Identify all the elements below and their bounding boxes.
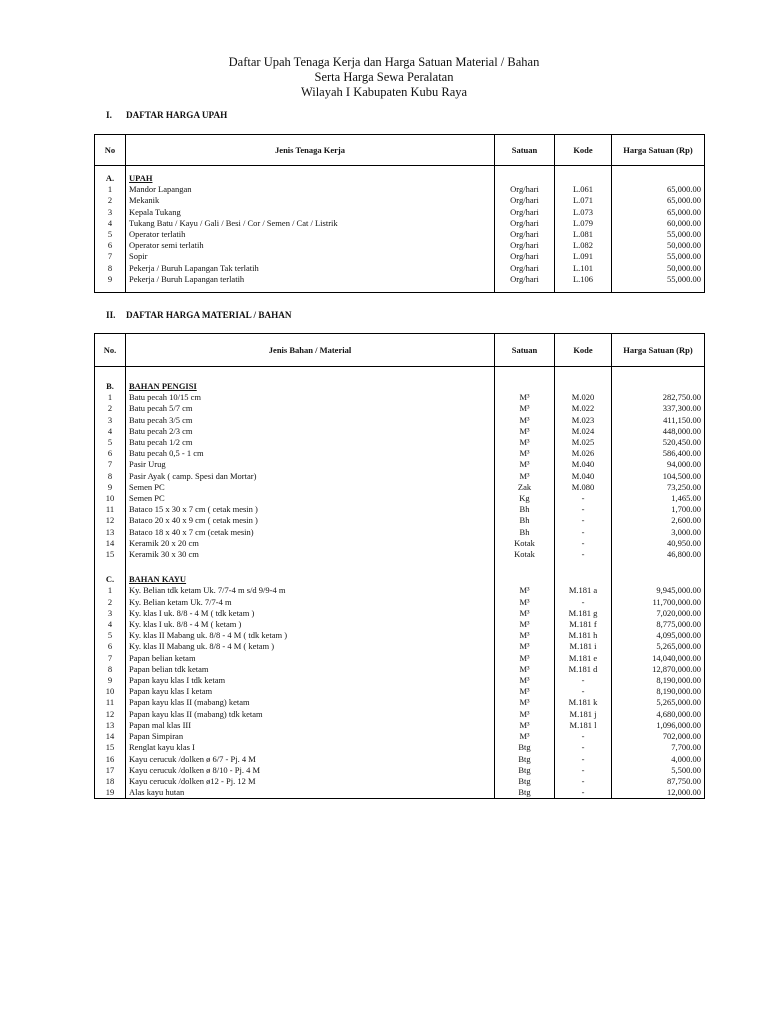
row-number: 18 — [95, 776, 126, 787]
table-row — [95, 608, 705, 619]
row-code: L.106 — [555, 274, 612, 285]
row-name: Kayu cerucuk /dolken ø12 - Pj. 12 M — [126, 776, 495, 787]
row-unit: Org/hari — [495, 218, 555, 229]
section-1-number: I. — [106, 110, 112, 120]
row-unit: Org/hari — [495, 251, 555, 262]
row-unit: M³ — [495, 403, 555, 414]
table-row — [95, 597, 705, 608]
table-row — [95, 415, 705, 426]
col-header-no: No. — [95, 334, 126, 367]
row-name: Ky. Belian ketam Uk. 7/7-4 m — [126, 597, 495, 608]
table-row — [95, 549, 705, 560]
row-code: - — [555, 538, 612, 549]
row-code: M.181 f — [555, 619, 612, 630]
row-number: 10 — [95, 493, 126, 504]
row-price: 94,000.00 — [612, 459, 705, 470]
row-price: 5,265,000.00 — [612, 697, 705, 708]
title-line-3: Wilayah I Kabupaten Kubu Raya — [300, 85, 468, 99]
row-number: 2 — [95, 195, 126, 206]
row-code: L.081 — [555, 229, 612, 240]
table-row — [95, 437, 705, 448]
row-name: Pekerja / Buruh Lapangan Tak terlatih — [126, 263, 495, 274]
row-number: 5 — [95, 229, 126, 240]
row-price: 55,000.00 — [612, 229, 705, 240]
row-code: - — [555, 504, 612, 515]
row-unit: Org/hari — [495, 207, 555, 218]
section-2-title: DAFTAR HARGA MATERIAL / BAHAN — [126, 310, 292, 320]
table-row — [95, 218, 705, 229]
table-row — [95, 619, 705, 630]
row-number: 3 — [95, 608, 126, 619]
row-price: 4,000.00 — [612, 754, 705, 765]
row-name: Kayu cerucuk /dolken ø 8/10 - Pj. 4 M — [126, 765, 495, 776]
row-name: Kayu cerucuk /dolken ø 6/7 - Pj. 4 M — [126, 754, 495, 765]
row-name: Semen PC — [126, 493, 495, 504]
row-code: M.026 — [555, 448, 612, 459]
table-row — [95, 392, 705, 403]
table-row — [95, 585, 705, 596]
row-unit: Org/hari — [495, 263, 555, 274]
material-price-rows — [95, 367, 705, 799]
row-code: M.040 — [555, 459, 612, 470]
row-code: M.181 i — [555, 641, 612, 652]
row-unit: Org/hari — [495, 240, 555, 251]
row-unit: Btg — [495, 787, 555, 799]
row-code: M.024 — [555, 426, 612, 437]
table-row — [95, 720, 705, 731]
row-name: Keramik 20 x 20 cm — [126, 538, 495, 549]
section-1-heading — [106, 110, 227, 120]
row-unit: M³ — [495, 585, 555, 596]
row-price: 73,250.00 — [612, 482, 705, 493]
row-name: Batu pecah 1/2 cm — [126, 437, 495, 448]
row-name: Ky. klas II Mabang uk. 8/8 - 4 M ( tdk ketam ) — [126, 630, 495, 641]
row-number: 13 — [95, 720, 126, 731]
table-row — [95, 471, 705, 482]
row-price: 282,750.00 — [612, 392, 705, 403]
row-number: 4 — [95, 426, 126, 437]
col-header-harga: Harga Satuan (Rp) — [612, 135, 705, 166]
group-name: BAHAN PENGISI — [126, 381, 495, 392]
table-row — [95, 697, 705, 708]
row-price: 8,190,000.00 — [612, 675, 705, 686]
row-code: M.040 — [555, 471, 612, 482]
row-unit: Kg — [495, 493, 555, 504]
row-price: 411,150.00 — [612, 415, 705, 426]
table-row — [95, 195, 705, 206]
row-number: 14 — [95, 731, 126, 742]
row-name: Papan kayu klas I ketam — [126, 686, 495, 697]
table-row — [95, 482, 705, 493]
row-unit: M³ — [495, 415, 555, 426]
row-price: 50,000.00 — [612, 263, 705, 274]
row-name: Batu pecah 5/7 cm — [126, 403, 495, 414]
group-row — [95, 173, 705, 184]
labour-rate-table — [94, 134, 705, 293]
table-row — [95, 765, 705, 776]
col-header-harga: Harga Satuan (Rp) — [612, 334, 705, 367]
row-price: 40,950.00 — [612, 538, 705, 549]
row-code: M.022 — [555, 403, 612, 414]
row-number: 19 — [95, 787, 126, 799]
row-name: Pasir Urug — [126, 459, 495, 470]
row-name: Batu pecah 10/15 cm — [126, 392, 495, 403]
row-name: Renglat kayu klas I — [126, 742, 495, 753]
row-unit: M³ — [495, 641, 555, 652]
section-2-number: II. — [106, 310, 116, 320]
row-number: 1 — [95, 392, 126, 403]
row-price: 4,680,000.00 — [612, 709, 705, 720]
row-unit: Bh — [495, 515, 555, 526]
row-price: 55,000.00 — [612, 274, 705, 285]
row-code: L.101 — [555, 263, 612, 274]
row-code: M.181 j — [555, 709, 612, 720]
row-name: Ky. Belian tdk ketam Uk. 7/7-4 m s/d 9/9-4 m — [126, 585, 495, 596]
row-name: Batu pecah 0,5 - 1 cm — [126, 448, 495, 459]
row-code: - — [555, 742, 612, 753]
table-row — [95, 787, 705, 799]
row-name: Bataco 15 x 30 x 7 cm ( cetak mesin ) — [126, 504, 495, 515]
row-unit: Org/hari — [495, 195, 555, 206]
row-price: 1,096,000.00 — [612, 720, 705, 731]
row-name: Batu pecah 3/5 cm — [126, 415, 495, 426]
row-price: 14,040,000.00 — [612, 653, 705, 664]
row-name: Ky. klas I uk. 8/8 - 4 M ( tdk ketam ) — [126, 608, 495, 619]
table-row — [95, 630, 705, 641]
row-number: 12 — [95, 515, 126, 526]
row-name: Papan belian tdk ketam — [126, 664, 495, 675]
row-price: 337,300.00 — [612, 403, 705, 414]
row-code: M.023 — [555, 415, 612, 426]
row-name: Operator semi terlatih — [126, 240, 495, 251]
row-price: 7,020,000.00 — [612, 608, 705, 619]
group-letter: B. — [95, 381, 126, 392]
row-name: Pasir Ayak ( camp. Spesi dan Mortar) — [126, 471, 495, 482]
row-price: 1,465.00 — [612, 493, 705, 504]
row-number: 3 — [95, 415, 126, 426]
row-number: 16 — [95, 754, 126, 765]
labour-rate-rows — [95, 166, 705, 293]
row-code: L.079 — [555, 218, 612, 229]
row-unit: M³ — [495, 448, 555, 459]
group-name: UPAH — [126, 173, 495, 184]
title-line-2: Serta Harga Sewa Peralatan — [314, 70, 454, 84]
row-unit: M³ — [495, 437, 555, 448]
row-unit: M³ — [495, 653, 555, 664]
row-code: M.025 — [555, 437, 612, 448]
row-name: Operator terlatih — [126, 229, 495, 240]
row-number: 3 — [95, 207, 126, 218]
table-row — [95, 527, 705, 538]
table-row — [95, 493, 705, 504]
row-code: - — [555, 765, 612, 776]
row-price: 3,000.00 — [612, 527, 705, 538]
row-name: Batu pecah 2/3 cm — [126, 426, 495, 437]
row-price: 12,000.00 — [612, 787, 705, 799]
title-line-1: Daftar Upah Tenaga Kerja dan Harga Satuan Material / Bahan — [228, 55, 540, 69]
material-price-table — [94, 333, 705, 799]
table-row — [95, 229, 705, 240]
row-number: 7 — [95, 653, 126, 664]
row-number: 12 — [95, 709, 126, 720]
row-unit: Org/hari — [495, 184, 555, 195]
row-name: Ky. klas II Mabang uk. 8/8 - 4 M ( ketam ) — [126, 641, 495, 652]
row-unit: Org/hari — [495, 274, 555, 285]
row-code: - — [555, 787, 612, 799]
row-price: 4,095,000.00 — [612, 630, 705, 641]
row-price: 7,700.00 — [612, 742, 705, 753]
row-number: 8 — [95, 664, 126, 675]
row-code: - — [555, 493, 612, 504]
table-row — [95, 664, 705, 675]
row-unit: M³ — [495, 630, 555, 641]
row-unit: M³ — [495, 608, 555, 619]
row-code: L.082 — [555, 240, 612, 251]
row-unit: Bh — [495, 504, 555, 515]
table-row — [95, 641, 705, 652]
row-number: 5 — [95, 437, 126, 448]
row-name: Tukang Batu / Kayu / Gali / Besi / Cor / Semen / Cat / Listrik — [126, 218, 495, 229]
row-unit: M³ — [495, 459, 555, 470]
row-code: M.181 d — [555, 664, 612, 675]
col-header-kode: Kode — [555, 334, 612, 367]
row-name: Bataco 20 x 40 x 9 cm ( cetak mesin ) — [126, 515, 495, 526]
row-code: L.071 — [555, 195, 612, 206]
row-price: 11,700,000.00 — [612, 597, 705, 608]
row-code: - — [555, 597, 612, 608]
table-row — [95, 709, 705, 720]
table-row — [95, 515, 705, 526]
row-number: 7 — [95, 251, 126, 262]
table-row — [95, 731, 705, 742]
row-code: M.080 — [555, 482, 612, 493]
row-unit: M³ — [495, 675, 555, 686]
row-unit: M³ — [495, 426, 555, 437]
row-unit: M³ — [495, 392, 555, 403]
row-price: 5,265,000.00 — [612, 641, 705, 652]
row-price: 1,700.00 — [612, 504, 705, 515]
row-number: 7 — [95, 459, 126, 470]
row-number: 4 — [95, 619, 126, 630]
table-row — [95, 184, 705, 195]
row-price: 12,870,000.00 — [612, 664, 705, 675]
row-code: - — [555, 754, 612, 765]
row-unit: M³ — [495, 709, 555, 720]
row-number: 9 — [95, 274, 126, 285]
row-code: M.181 h — [555, 630, 612, 641]
table-row — [95, 653, 705, 664]
row-unit: Bh — [495, 527, 555, 538]
row-code: - — [555, 527, 612, 538]
row-price: 8,190,000.00 — [612, 686, 705, 697]
row-price: 87,750.00 — [612, 776, 705, 787]
row-number: 2 — [95, 597, 126, 608]
group-row — [95, 381, 705, 392]
row-number: 15 — [95, 742, 126, 753]
row-code: M.020 — [555, 392, 612, 403]
row-number: 1 — [95, 184, 126, 195]
col-header-name: Jenis Tenaga Kerja — [126, 135, 495, 166]
table-row — [95, 251, 705, 262]
row-price: 2,600.00 — [612, 515, 705, 526]
row-unit: Zak — [495, 482, 555, 493]
table-row — [95, 459, 705, 470]
table-row — [95, 207, 705, 218]
row-name: Mandor Lapangan — [126, 184, 495, 195]
row-code: - — [555, 686, 612, 697]
row-number: 6 — [95, 240, 126, 251]
row-code: - — [555, 776, 612, 787]
row-unit: M³ — [495, 664, 555, 675]
row-name: Papan Simpiran — [126, 731, 495, 742]
table-row — [95, 263, 705, 274]
row-code: L.091 — [555, 251, 612, 262]
row-name: Keramik 30 x 30 cm — [126, 549, 495, 560]
row-code: M.181 e — [555, 653, 612, 664]
table-row — [95, 426, 705, 437]
row-code: M.181 g — [555, 608, 612, 619]
row-code: L.061 — [555, 184, 612, 195]
col-header-satuan: Satuan — [495, 135, 555, 166]
group-row — [95, 574, 705, 585]
row-name: Papan kayu klas II (mabang) tdk ketam — [126, 709, 495, 720]
row-number: 8 — [95, 471, 126, 482]
row-unit: M³ — [495, 471, 555, 482]
group-letter: C. — [95, 574, 126, 585]
row-name: Sopir — [126, 251, 495, 262]
col-header-no: No — [95, 135, 126, 166]
row-name: Pekerja / Buruh Lapangan terlatih — [126, 274, 495, 285]
row-unit: M³ — [495, 720, 555, 731]
row-unit: Btg — [495, 754, 555, 765]
row-price: 520,450.00 — [612, 437, 705, 448]
row-name: Ky. klas I uk. 8/8 - 4 M ( ketam ) — [126, 619, 495, 630]
section-1-title: DAFTAR HARGA UPAH — [126, 110, 228, 120]
row-name: Kepala Tukang — [126, 207, 495, 218]
row-price: 55,000.00 — [612, 251, 705, 262]
row-code: - — [555, 515, 612, 526]
row-name: Papan kayu klas II (mabang) ketam — [126, 697, 495, 708]
row-price: 65,000.00 — [612, 184, 705, 195]
row-number: 13 — [95, 527, 126, 538]
row-price: 702,000.00 — [612, 731, 705, 742]
table-row — [95, 448, 705, 459]
row-name: Semen PC — [126, 482, 495, 493]
row-number: 2 — [95, 403, 126, 414]
row-number: 6 — [95, 641, 126, 652]
row-price: 5,500.00 — [612, 765, 705, 776]
row-unit: M³ — [495, 597, 555, 608]
row-unit: M³ — [495, 731, 555, 742]
section-2-heading — [106, 310, 292, 320]
row-name: Mekanik — [126, 195, 495, 206]
table-row — [95, 675, 705, 686]
row-name: Bataco 18 x 40 x 7 cm (cetak mesin) — [126, 527, 495, 538]
row-number: 11 — [95, 697, 126, 708]
table-row — [95, 403, 705, 414]
row-code: M.181 a — [555, 585, 612, 596]
row-number: 9 — [95, 675, 126, 686]
row-number: 8 — [95, 263, 126, 274]
row-number: 11 — [95, 504, 126, 515]
row-name: Alas kayu hutan — [126, 787, 495, 799]
table-row — [95, 240, 705, 251]
row-number: 17 — [95, 765, 126, 776]
table-row — [95, 274, 705, 285]
row-name: Papan kayu klas I tdk ketam — [126, 675, 495, 686]
row-unit: Btg — [495, 742, 555, 753]
group-letter: A. — [95, 173, 126, 184]
row-number: 10 — [95, 686, 126, 697]
row-number: 15 — [95, 549, 126, 560]
row-number: 9 — [95, 482, 126, 493]
row-code: - — [555, 549, 612, 560]
col-header-satuan: Satuan — [495, 334, 555, 367]
page-title — [0, 55, 768, 100]
row-code: - — [555, 731, 612, 742]
row-number: 14 — [95, 538, 126, 549]
row-price: 448,000.00 — [612, 426, 705, 437]
table-row — [95, 742, 705, 753]
row-price: 60,000.00 — [612, 218, 705, 229]
row-code: M.181 l — [555, 720, 612, 731]
row-price: 65,000.00 — [612, 195, 705, 206]
row-number: 6 — [95, 448, 126, 459]
row-code: M.181 k — [555, 697, 612, 708]
row-price: 104,500.00 — [612, 471, 705, 482]
row-unit: Kotak — [495, 549, 555, 560]
row-unit: Btg — [495, 776, 555, 787]
row-number: 5 — [95, 630, 126, 641]
table-row — [95, 538, 705, 549]
row-price: 46,800.00 — [612, 549, 705, 560]
table-row — [95, 686, 705, 697]
col-header-kode: Kode — [555, 135, 612, 166]
table-row — [95, 754, 705, 765]
row-price: 50,000.00 — [612, 240, 705, 251]
row-unit: Kotak — [495, 538, 555, 549]
row-price: 8,775,000.00 — [612, 619, 705, 630]
row-price: 9,945,000.00 — [612, 585, 705, 596]
row-unit: Btg — [495, 765, 555, 776]
row-unit: M³ — [495, 697, 555, 708]
row-name: Papan mal klas III — [126, 720, 495, 731]
row-unit: M³ — [495, 686, 555, 697]
row-code: - — [555, 675, 612, 686]
row-unit: M³ — [495, 619, 555, 630]
col-header-name: Jenis Bahan / Material — [126, 334, 495, 367]
row-price: 65,000.00 — [612, 207, 705, 218]
row-code: L.073 — [555, 207, 612, 218]
table-row — [95, 776, 705, 787]
group-name: BAHAN KAYU — [126, 574, 495, 585]
row-price: 586,400.00 — [612, 448, 705, 459]
row-name: Papan belian ketam — [126, 653, 495, 664]
row-number: 1 — [95, 585, 126, 596]
table-row — [95, 504, 705, 515]
row-unit: Org/hari — [495, 229, 555, 240]
row-number: 4 — [95, 218, 126, 229]
